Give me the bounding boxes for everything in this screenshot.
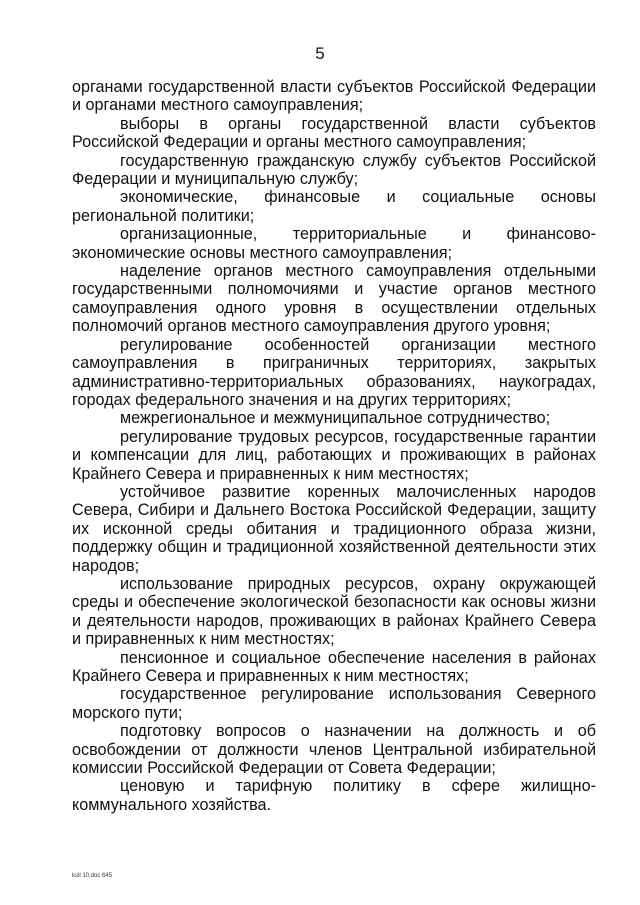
page-number: 5	[315, 44, 325, 63]
paragraph-6: наделение органов местного самоуправления отдельными государственными полномочиями и участие органов местного самоуправления одного уровня в осуществлении отдельных полномочий органов местного самоуправления другого уровня;	[72, 262, 596, 336]
paragraph-8: межрегиональное и межмуниципальное сотрудничество;	[120, 409, 551, 428]
paragraph-11: использование природных ресурсов, охрану окружающей среды и обеспечение экологической безопасности как основы жизни и деятельности народов, проживающих в районах Крайнего Севера и приравненных к ним местностях;	[72, 574, 596, 649]
paragraph-4: экономические, финансовые и социальные основы региональной политики;	[72, 188, 596, 225]
paragraph-7: регулирование особенностей организации местного самоуправления в приграничных территориях, закрытых административно-территориальных образованиях, наукоградах, городах федерального значения и на других территориях;	[72, 335, 596, 409]
paragraph-5: организационные, территориальные и финансово-экономические основы местного самоуправления;	[72, 225, 596, 262]
paragraph-3: государственную гражданскую службу субъектов Российской Федерации и муниципальную службу;	[72, 151, 596, 189]
paragraph-15: ценовую и тарифную политику в сфере жилищно-коммунального хозяйства.	[72, 777, 596, 814]
paragraph-10: устойчивое развитие коренных малочисленных народов Севера, Сибири и Дальнего Востока Российской Федерации, защиту их исконной среды обитания и традиционного образа жизни, поддержку общин и традиционной хозяйственной деятельности этих народов;	[72, 482, 596, 575]
paragraph-13: государственное регулирование использования Северного морского пути;	[72, 685, 596, 722]
footer-filename: ksll 10.doc 645	[72, 873, 113, 879]
paragraph-14: подготовку вопросов о назначении на должность и об освобождении от должности членов Центральной избирательной комиссии Российской Федерации от Совета Федерации;	[72, 722, 596, 778]
paragraph-9: регулирование трудовых ресурсов, государственные гарантии и компенсации для лиц, работающих и проживающих в районах Крайнего Севера и приравненных к ним местностях;	[72, 427, 596, 483]
paragraph-1: органами государственной власти субъектов Российской Федерации и органами местного самоуправления;	[72, 78, 596, 115]
paragraph-12: пенсионное и социальное обеспечение населения в районах Крайнего Севера и приравненных к ним местностях;	[72, 648, 596, 685]
paragraph-2: выборы в органы государственной власти субъектов Российской Федерации и органы местного самоуправления;	[72, 114, 596, 152]
body-text	[72, 78, 596, 814]
